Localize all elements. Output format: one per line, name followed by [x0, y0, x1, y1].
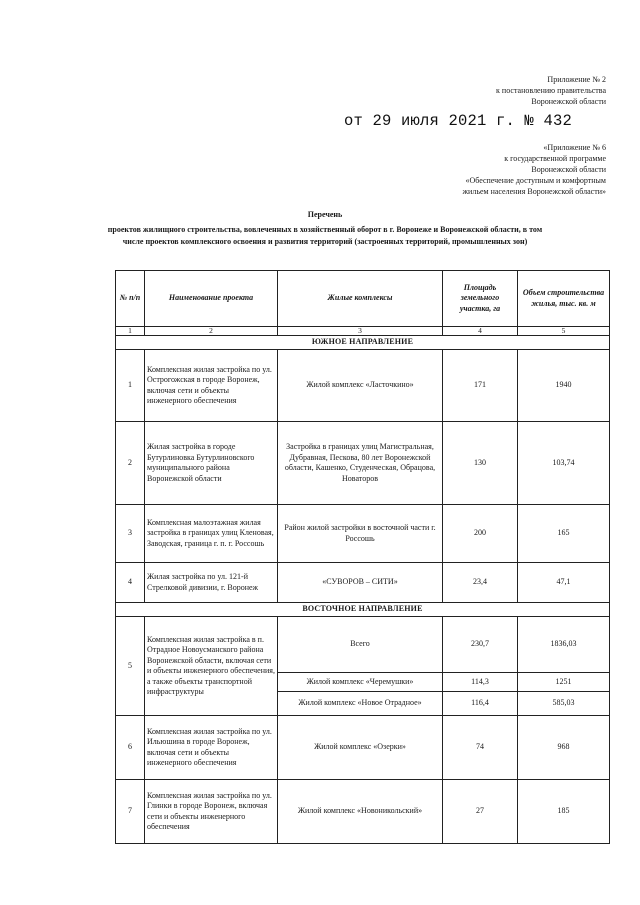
table-row	[116, 563, 610, 603]
area-value: 23,4	[443, 563, 518, 603]
title-line: проектов жилищного строительства, вовлеченных в хозяйственный оборот в г. Воронеже и Воронежской области, в том	[107, 225, 543, 234]
program-line: к государственной программе	[504, 154, 606, 163]
table-row	[116, 422, 610, 505]
table-row	[116, 716, 610, 780]
project-name: Комплексная жилая застройка по ул. Ильюшина в городе Воронеж, включая сети и объекты инженерного обеспечения	[145, 716, 278, 780]
appendix-line: к постановлению правительства	[496, 86, 606, 95]
title-line: числе проектов комплексного освоения и развития территорий (застроенных территорий, промышленных зон)	[122, 237, 528, 246]
header-project-name: Наименование проекта	[145, 271, 278, 327]
volume-value: 968	[518, 716, 610, 780]
area-value: 230,7	[443, 617, 518, 673]
project-name: Комплексная жилая застройка по ул. Острогожская в городе Воронеж, включая сети и объекты инженерного обеспечения	[145, 350, 278, 422]
appendix-header	[496, 74, 606, 107]
program-line: «Обеспечение доступным и комфортным	[465, 176, 606, 185]
section-row	[116, 336, 610, 350]
area-value: 27	[443, 780, 518, 844]
volume-value: 103,74	[518, 422, 610, 505]
program-line: Воронежской области	[531, 165, 606, 174]
area-value: 116,4	[443, 692, 518, 716]
complex-name: Жилой комплекс «Новоникольский»	[278, 780, 443, 844]
area-value: 74	[443, 716, 518, 780]
area-value: 114,3	[443, 673, 518, 692]
project-name: Комплексная малоэтажная жилая застройка в границах улиц Кленовая, Заводская, граница г. п. г. Россошь	[145, 505, 278, 563]
complex-name: Жилой комплекс «Озерки»	[278, 716, 443, 780]
header-complexes: Жилые комплексы	[278, 271, 443, 327]
section-row	[116, 603, 610, 617]
volume-value: 1251	[518, 673, 610, 692]
index-cell: 4	[443, 327, 518, 336]
complex-name: Жилой комплекс «Ласточкино»	[278, 350, 443, 422]
decree-date-number: от 29 июля 2021 г. № 432	[343, 112, 572, 130]
volume-value: 1836,03	[518, 617, 610, 673]
row-number: 3	[116, 505, 145, 563]
project-name: Жилая застройка в городе Бутурлиновка Бутурлиновского муниципального района Воронежской области	[145, 422, 278, 505]
row-number: 2	[116, 422, 145, 505]
table-row	[116, 617, 610, 673]
table-row	[116, 350, 610, 422]
table-row	[116, 505, 610, 563]
project-name: Жилая застройка по ул. 121-й Стрелковой дивизии, г. Воронеж	[145, 563, 278, 603]
volume-value: 185	[518, 780, 610, 844]
row-number: 7	[116, 780, 145, 844]
volume-value: 165	[518, 505, 610, 563]
row-number: 5	[116, 617, 145, 716]
complex-name: «СУВОРОВ – СИТИ»	[278, 563, 443, 603]
row-number: 6	[116, 716, 145, 780]
table-row	[116, 780, 610, 844]
index-cell: 3	[278, 327, 443, 336]
complex-name: Всего	[278, 617, 443, 673]
area-value: 200	[443, 505, 518, 563]
appendix-line: Воронежской области	[531, 97, 606, 106]
program-appendix-header	[463, 142, 606, 197]
complex-name: Жилой комплекс «Новое Отрадное»	[278, 692, 443, 716]
complex-name: Район жилой застройки в восточной части г. Россошь	[278, 505, 443, 563]
header-volume: Объем строительства жилья, тыс. кв. м	[518, 271, 610, 327]
section-south: ЮЖНОЕ НАПРАВЛЕНИЕ	[116, 336, 610, 350]
row-number: 4	[116, 563, 145, 603]
area-value: 171	[443, 350, 518, 422]
title-heading: Перечень	[307, 210, 343, 219]
volume-value: 585,03	[518, 692, 610, 716]
volume-value: 1940	[518, 350, 610, 422]
complex-name: Застройка в границах улиц Магистральная, Дубравная, Пескова, 80 лет Воронежской области, Кашенко, Студенческая, Обрацова, Новаторов	[278, 422, 443, 505]
header-area: Площадь земельного участка, га	[443, 271, 518, 327]
index-cell: 5	[518, 327, 610, 336]
section-east: ВОСТОЧНОЕ НАПРАВЛЕНИЕ	[116, 603, 610, 617]
complex-name: Жилой комплекс «Черемушки»	[278, 673, 443, 692]
index-cell: 2	[145, 327, 278, 336]
project-name: Комплексная жилая застройка в п. Отрадное Новоусманского района Воронежской области, включая сети и объекты инженерного обеспечения, а также объекты транспортной инфраструктуры	[145, 617, 278, 716]
appendix-line: Приложение № 2	[547, 75, 606, 84]
program-line: «Приложение № 6	[543, 143, 606, 152]
program-line: жильем населения Воронежской области»	[462, 187, 606, 196]
area-value: 130	[443, 422, 518, 505]
projects-table	[115, 270, 610, 844]
index-cell: 1	[116, 327, 145, 336]
header-number: № п/п	[116, 271, 145, 327]
index-row	[116, 327, 610, 336]
project-name: Комплексная жилая застройка по ул. Глинки в городе Воронеж, включая сети и объекты инженерного обеспечения	[145, 780, 278, 844]
table-header-row	[116, 271, 610, 327]
document-title	[100, 209, 550, 248]
row-number: 1	[116, 350, 145, 422]
volume-value: 47,1	[518, 563, 610, 603]
